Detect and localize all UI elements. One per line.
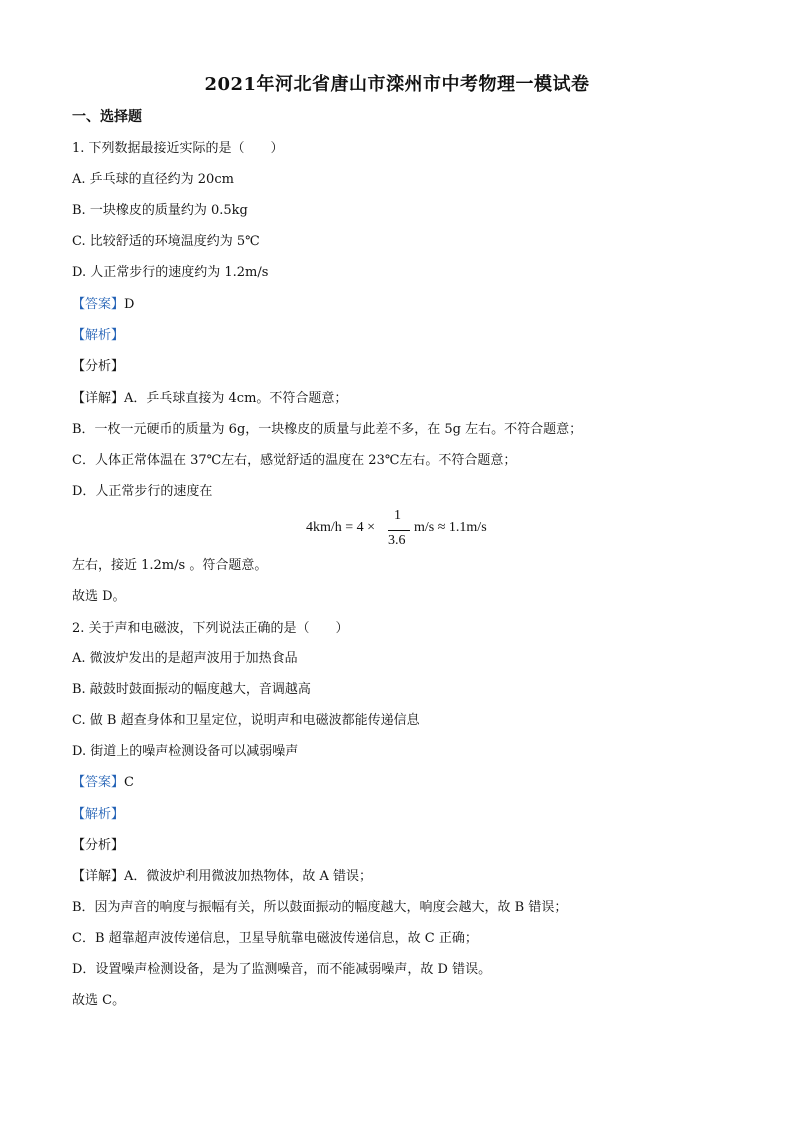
detail-tag: 【详解】: [72, 869, 125, 884]
q1-answer: [72, 296, 134, 314]
q2-jiexi-tag: 【解析】: [72, 807, 125, 822]
answer-tag: 【答案】: [72, 297, 125, 312]
q1-detail-b: B．一枚一元硬币的质量为 6g，一块橡皮的质量与此差不多，在 5g 左右。不符合题意；: [72, 422, 583, 437]
q1-option-a: A. 乒乓球的直径约为 20cm: [72, 172, 234, 187]
q2-stem: 2. 关于声和电磁波，下列说法正确的是（ ）: [72, 621, 349, 636]
detail-tag: 【详解】: [72, 391, 125, 406]
speed-formula: [306, 508, 526, 552]
section-heading: 一、选择题: [72, 109, 142, 125]
q2-detail-a: [72, 868, 372, 886]
formula-numerator: 1: [394, 508, 401, 523]
q2-detail-b: B．因为声音的响度与振幅有关，所以鼓面振动的幅度越大，响度会越大，故 B 错误；: [72, 900, 568, 915]
q2-fenxi-tag: 【分析】: [72, 838, 125, 853]
fraction-bar: [388, 530, 410, 531]
q1-detail-d2: 左右，接近 1.2m/s 。符合题意。: [72, 558, 268, 573]
formula-denominator: 3.6: [388, 533, 406, 548]
q1-stem: 1. 下列数据最接近实际的是（ ）: [72, 141, 284, 156]
q1-jiexi-tag: 【解析】: [72, 328, 125, 343]
q2-answer: [72, 774, 134, 792]
q2-option-b: B. 敲鼓时鼓面振动的幅度越大，音调越高: [72, 682, 311, 697]
q2-option-d: D. 街道上的噪声检测设备可以减弱噪声: [72, 744, 299, 759]
q1-conclusion: 故选 D。: [72, 589, 126, 604]
detail-text: A．乒乓球直接为 4cm。不符合题意；: [124, 391, 348, 406]
q2-detail-d: D．设置噪声检测设备，是为了监测噪音，而不能减弱噪声，故 D 错误。: [72, 962, 492, 977]
page-title: 2021年河北省唐山市滦州市中考物理一模试卷: [204, 74, 590, 95]
q1-detail-c: C．人体正常体温在 37℃左右，感觉舒适的温度在 23℃左右。不符合题意；: [72, 453, 517, 468]
q2-detail-c: C．B 超靠超声波传递信息，卫星导航靠电磁波传递信息，故 C 正确；: [72, 931, 478, 946]
q2-option-a: A. 微波炉发出的是超声波用于加热食品: [72, 651, 298, 666]
q1-option-c: C. 比较舒适的环境温度约为 5℃: [72, 234, 260, 249]
q1-option-d: D. 人正常步行的速度约为 1.2m/s: [72, 265, 269, 280]
formula-lhs: 4km/h = 4 ×: [306, 520, 376, 535]
answer-tag: 【答案】: [72, 775, 125, 790]
answer-value: C: [124, 775, 134, 790]
q1-fenxi-tag: 【分析】: [72, 359, 125, 374]
formula-rhs: m/s ≈ 1.1m/s: [414, 520, 487, 535]
q1-option-b: B. 一块橡皮的质量约为 0.5kg: [72, 203, 248, 218]
detail-text: A．微波炉利用微波加热物体，故 A 错误；: [124, 869, 373, 884]
q2-conclusion: 故选 C。: [72, 993, 126, 1008]
q2-option-c: C. 做 B 超查身体和卫星定位，说明声和电磁波都能传递信息: [72, 713, 420, 728]
q1-detail-d: D．人正常步行的速度在: [72, 484, 213, 499]
answer-value: D: [124, 297, 135, 312]
q1-detail-a: [72, 390, 347, 408]
